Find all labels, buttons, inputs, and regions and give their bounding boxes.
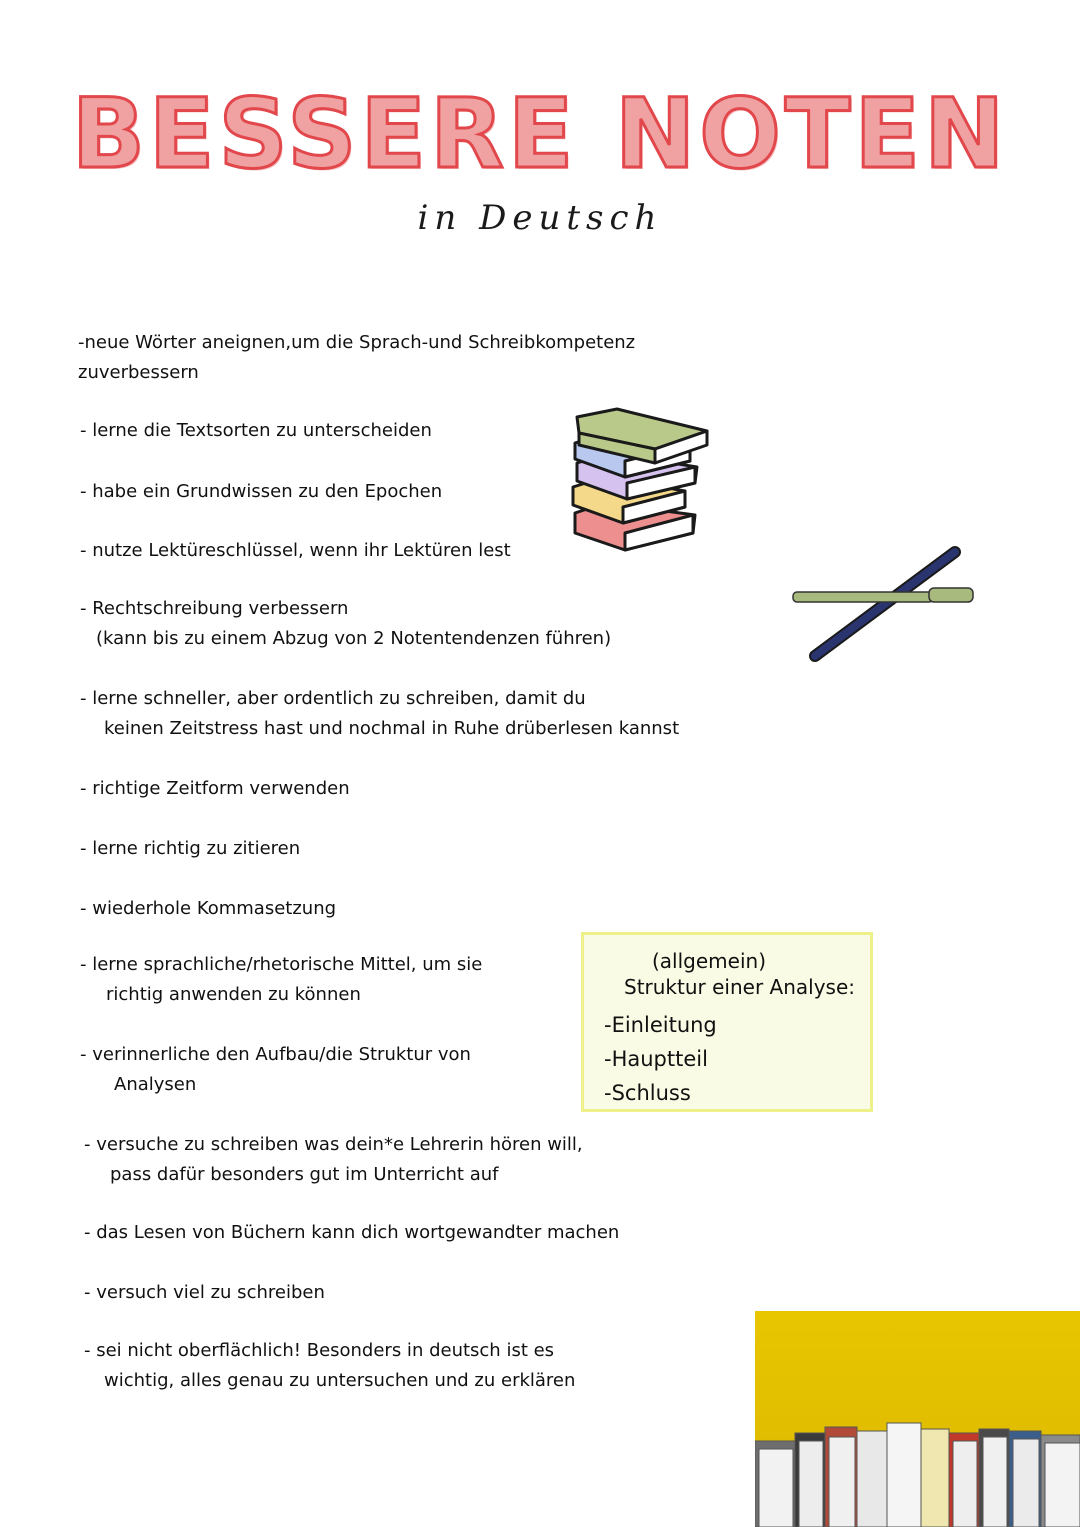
tip-7: - richtige Zeitform verwenden [80,778,350,799]
analysis-item-conclusion: -Schluss [604,1081,691,1105]
tip-12-line-2: pass dafür besonders gut im Unterricht auf [110,1164,499,1185]
tip-5-line-1: - Rechtschreibung verbessern [80,598,349,619]
tip-1-line-2: zuverbessern [78,362,199,383]
pens-icon [785,540,985,665]
analysis-item-main: -Hauptteil [604,1047,708,1071]
analysis-box-heading: Struktur einer Analyse: [624,975,856,999]
analysis-item-introduction: -Einleitung [604,1013,717,1037]
tip-14: - versuch viel zu schreiben [84,1282,325,1303]
tip-10-line-1: - lerne sprachliche/rhetorische Mittel, um sie [80,954,483,975]
tip-8: - lerne richtig zu zitieren [80,838,301,859]
book-stack-icon [565,405,725,560]
page-subtitle: in Deutsch [417,198,663,238]
page-title: BESSERE NOTEN [71,78,1009,190]
tip-6-line-1: - lerne schneller, aber ordentlich zu schreiben, damit du [80,688,586,709]
tip-5-line-2: (kann bis zu einem Abzug von 2 Notentendenzen führen) [96,628,612,649]
books-photo [755,1311,1080,1527]
tip-10-line-2: richtig anwenden zu können [106,984,361,1005]
tip-15-line-2: wichtig, alles genau zu untersuchen und zu erklären [104,1370,576,1391]
tip-15-line-1: - sei nicht oberflächlich! Besonders in deutsch ist es [84,1340,555,1361]
tip-13: - das Lesen von Büchern kann dich wortgewandter machen [84,1222,620,1243]
tip-4: - nutze Lektüreschlüssel, wenn ihr Lektüren lest [80,540,511,561]
analysis-structure-box [581,932,873,1112]
tip-1-line-1: -neue Wörter aneignen,um die Sprach-und Schreibkompetenz [78,332,636,353]
tip-3: - habe ein Grundwissen zu den Epochen [80,481,443,502]
tip-11-line-1: - verinnerliche den Aufbau/die Struktur von [80,1044,471,1065]
tip-9: - wiederhole Kommasetzung [80,898,337,919]
tip-12-line-1: - versuche zu schreiben was dein*e Lehrerin hören will, [84,1134,583,1155]
tip-6-line-2: keinen Zeitstress hast und nochmal in Ruhe drüberlesen kannst [104,718,680,739]
tip-11-line-2: Analysen [114,1074,197,1095]
analysis-box-note: (allgemein) [652,949,766,973]
tip-2: - lerne die Textsorten zu unterscheiden [80,420,432,441]
